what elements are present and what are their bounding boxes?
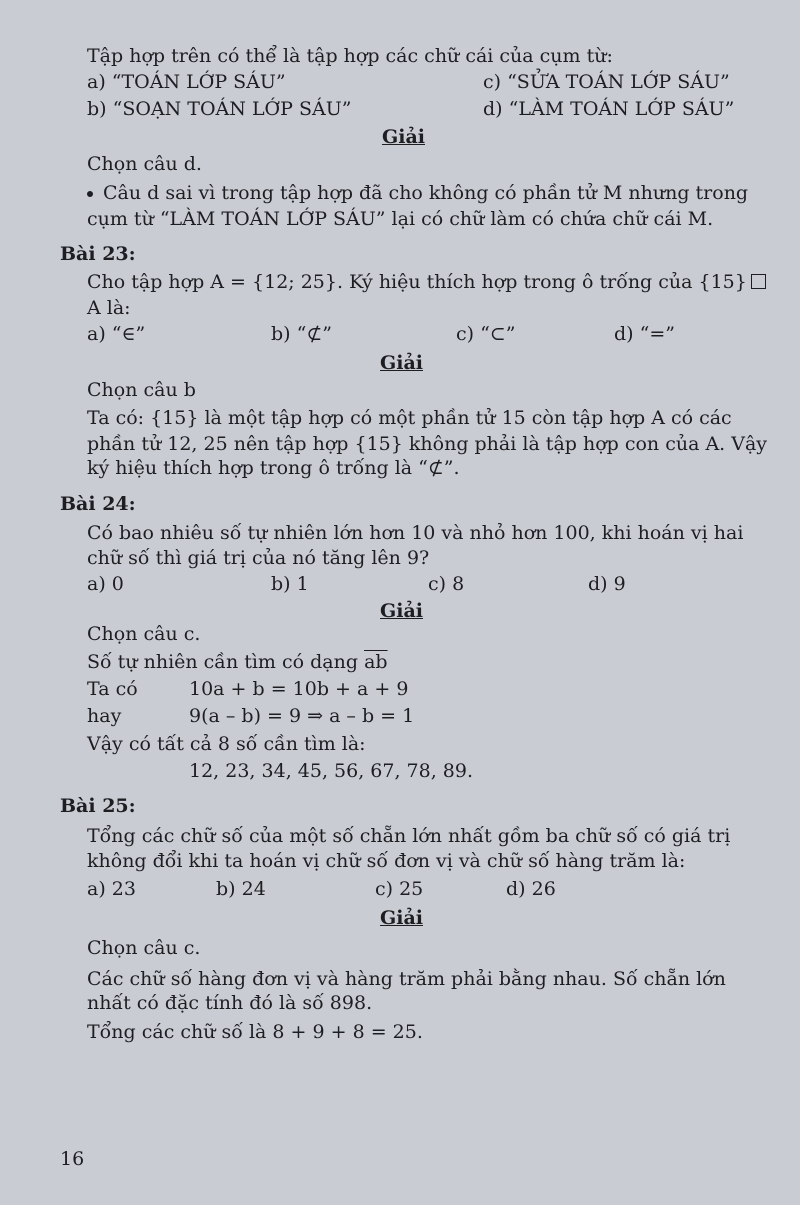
bai23-option-c: c) “⊂”	[456, 323, 516, 345]
bai24-answer: Chọn câu c.	[87, 623, 201, 645]
bai24-eq1-label: Ta có	[87, 678, 138, 700]
bai24-option-a: a) 0	[87, 573, 124, 595]
bai25-option-b: b) 24	[216, 878, 266, 900]
intro-option-a: a) “TOÁN LỚP SÁU”	[87, 71, 286, 93]
intro-option-b: b) “SOẠN TOÁN LỚP SÁU”	[87, 98, 352, 120]
bai24-option-c: c) 8	[428, 573, 465, 595]
bai25-option-d: d) 26	[506, 878, 556, 900]
bai23-option-b: b) “⊄”	[271, 323, 332, 345]
bai24-eq1: 10a + b = 10b + a + 9	[189, 678, 409, 700]
bai23-explanation-line-1: Ta có: {15} là một tập hợp có một phần tử 15 còn tập hợp A có các	[87, 407, 732, 429]
bai24-number-list: 12, 23, 34, 45, 56, 67, 78, 89.	[189, 760, 474, 782]
ab-overline: $\overline{ab}$	[364, 651, 388, 673]
page-number: 16	[60, 1148, 85, 1170]
bai24-question-line-2: chữ số thì giá trị của nó tăng lên 9?	[87, 547, 430, 569]
intro-option-d: d) “LÀM TOÁN LỚP SÁU”	[483, 98, 735, 120]
bai23-explanation-line-3: ký hiệu thích hợp trong ô trống là “⊄”.	[87, 457, 460, 479]
bai25-question-line-2: không đổi khi ta hoán vị chữ số đơn vị và chữ số hàng trăm là:	[87, 850, 686, 872]
bai23-title: Bài 23:	[60, 243, 136, 265]
bai23-question-line-1: Cho tập hợp A = {12; 25}. Ký hiệu thích hợp trong ô trống của {15}	[87, 270, 766, 294]
bai25-explanation-line-1: Các chữ số hàng đơn vị và hàng trăm phải bằng nhau. Số chẵn lớn	[87, 968, 726, 990]
bai24-giai-heading: Giải	[380, 600, 423, 622]
intro-explanation-line-1: Câu d sai vì trong tập hợp đã cho không có phần tử M nhưng trong	[87, 181, 748, 205]
bai25-title: Bài 25:	[60, 795, 136, 817]
bai23-option-a: a) “∈”	[87, 323, 146, 345]
intro-giai-heading: Giải	[382, 126, 425, 148]
intro-question: Tập hợp trên có thể là tập hợp các chữ cái của cụm từ:	[87, 45, 613, 67]
intro-explanation-line-2: cụm từ “LÀM TOÁN LỚP SÁU” lại có chữ làm có chứa chữ cái M.	[87, 208, 714, 230]
bai24-eq2: 9(a – b) = 9 ⇒ a – b = 1	[189, 705, 415, 727]
bai23-giai-heading: Giải	[380, 352, 423, 374]
bai24-title: Bài 24:	[60, 493, 136, 515]
intro-answer: Chọn câu d.	[87, 153, 202, 175]
bai23-answer: Chọn câu b	[87, 379, 196, 401]
bullet-icon	[87, 191, 93, 197]
bai24-form-line: Số tự nhiên cần tìm có dạng $\overline{ab}$	[87, 651, 388, 673]
bai25-explanation-line-2: nhất có đặc tính đó là số 898.	[87, 992, 373, 1014]
bai24-option-b: b) 1	[271, 573, 309, 595]
bai23-explanation-line-2: phần tử 12, 25 nên tập hợp {15} không phải là tập hợp con của A. Vậy	[87, 433, 768, 455]
bai24-conclusion: Vậy có tất cả 8 số cần tìm là:	[87, 733, 366, 755]
bai25-giai-heading: Giải	[380, 907, 423, 929]
bai25-option-c: c) 25	[375, 878, 424, 900]
bai25-answer: Chọn câu c.	[87, 937, 201, 959]
empty-box-icon	[751, 274, 766, 289]
bai25-explanation-line-3: Tổng các chữ số là 8 + 9 + 8 = 25.	[87, 1021, 423, 1043]
bai24-eq2-label: hay	[87, 705, 122, 727]
bai25-option-a: a) 23	[87, 878, 136, 900]
bai23-question-line-2: A là:	[87, 297, 131, 319]
bai24-option-d: d) 9	[588, 573, 626, 595]
bai24-question-line-1: Có bao nhiêu số tự nhiên lớn hơn 10 và nhỏ hơn 100, khi hoán vị hai	[87, 522, 744, 544]
bai25-question-line-1: Tổng các chữ số của một số chẵn lớn nhất gồm ba chữ số có giá trị	[87, 825, 731, 847]
intro-option-c: c) “SỬA TOÁN LỚP SÁU”	[483, 71, 730, 93]
bai23-option-d: d) “=”	[614, 323, 675, 345]
